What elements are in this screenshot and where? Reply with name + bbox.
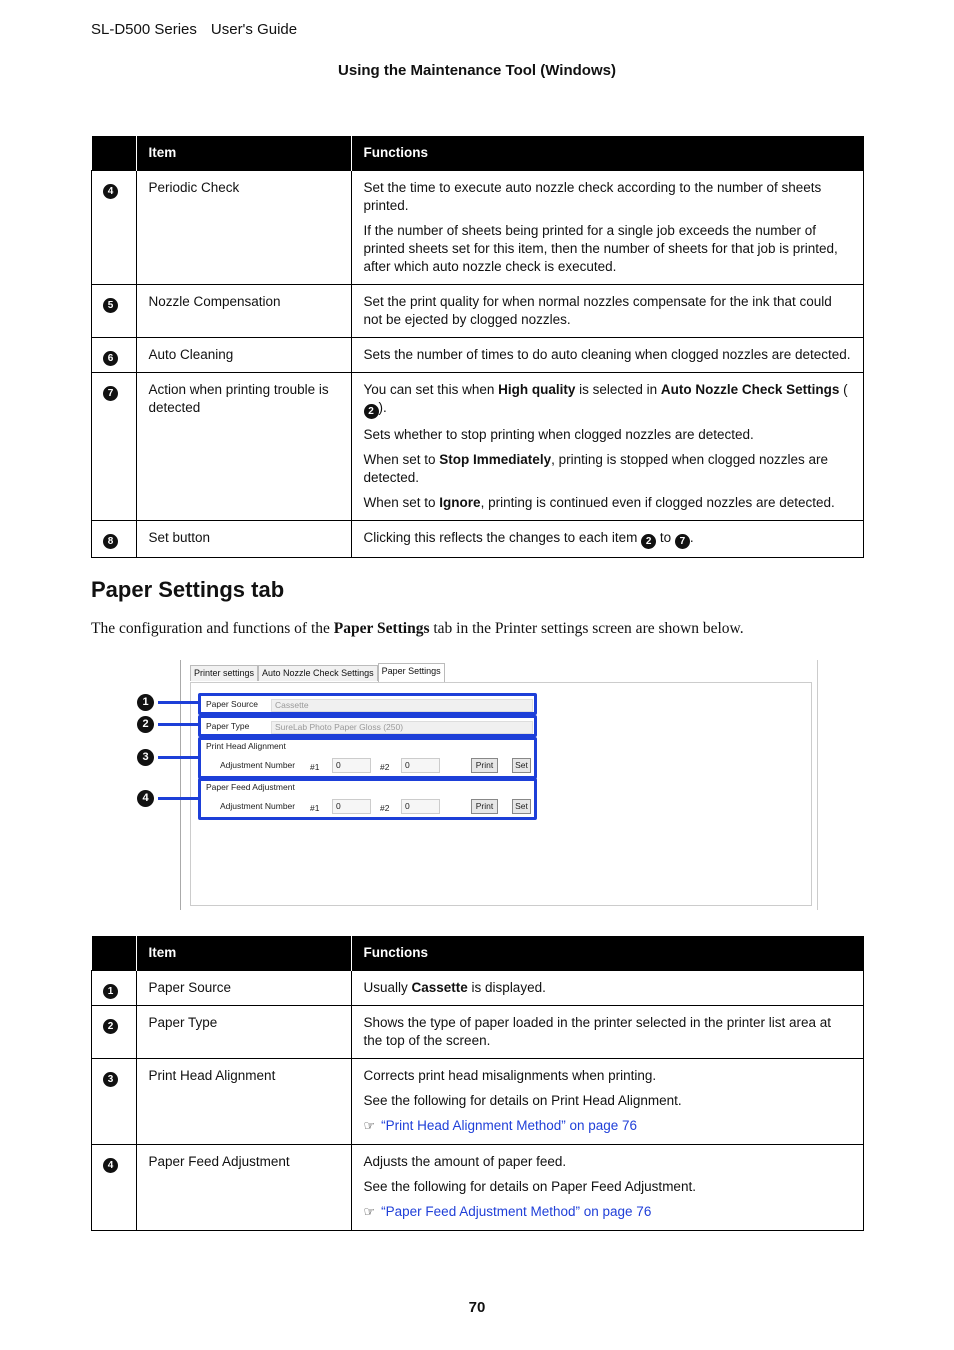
callout-line — [158, 701, 198, 704]
adjustment-number-label: Adjustment Number — [220, 760, 296, 770]
table-row — [92, 521, 864, 558]
paper-type-label: Paper Type — [206, 721, 250, 731]
functions-table-1 — [91, 136, 864, 558]
item-ref-badge: 7 — [675, 534, 690, 549]
item-cell: Auto Cleaning — [136, 338, 351, 373]
functions-table-2 — [91, 936, 864, 1231]
item-cell: Set button — [136, 521, 351, 558]
functions-cell — [351, 373, 864, 521]
table-row — [92, 1145, 864, 1231]
figure-edge — [817, 660, 818, 910]
item-number-badge: 5 — [103, 298, 118, 313]
table-header-row — [92, 936, 864, 971]
function-text: If the number of sheets being printed for a single job exceeds the number of printed sheets set for this item, then the number of sheets for that job is printed, after which auto nozzle check is executed. — [363, 223, 838, 274]
paper-source-row — [198, 693, 537, 715]
item-header: Item — [136, 136, 351, 171]
functions-header: Functions — [351, 136, 864, 171]
cross-reference — [364, 1203, 852, 1222]
paper-source-select[interactable]: Cassette — [271, 699, 533, 712]
callout-3: 3 — [137, 749, 154, 766]
function-text: See the following for details on Paper Feed Adjustment. — [363, 1179, 696, 1194]
item-number-badge: 6 — [103, 351, 118, 366]
pointing-hand-icon: ☞ — [363, 1119, 376, 1134]
callout-line — [158, 756, 198, 759]
function-text: Shows the type of paper loaded in the printer selected in the printer list area at the top of the screen. — [363, 1015, 832, 1048]
tab-printer-settings[interactable]: Printer settings — [190, 665, 258, 681]
running-header — [91, 21, 297, 38]
item-ref-badge: 2 — [364, 404, 379, 419]
item-cell: Nozzle Compensation — [136, 285, 351, 338]
function-text: Clicking this reflects the changes to each item 2 to 7 . — [363, 530, 694, 547]
paper-type-row — [198, 715, 537, 737]
function-text: Corrects print head misalignments when printing. — [363, 1068, 657, 1083]
paper-feed-adjustment-title: Paper Feed Adjustment — [206, 782, 295, 792]
set-button[interactable]: Set — [512, 799, 531, 814]
num-header — [92, 136, 137, 171]
table-row — [92, 1059, 864, 1145]
functions-cell — [351, 971, 864, 1006]
series-name: SL-D500 Series — [91, 21, 197, 38]
item-number-badge: 8 — [103, 534, 118, 549]
settings-tabs — [190, 665, 445, 682]
tab-auto-nozzle-check[interactable]: Auto Nozzle Check Settings — [258, 665, 378, 681]
paper-feed-adjustment-group — [198, 778, 537, 820]
number-1-label: #1 — [310, 762, 320, 772]
callout-4: 4 — [137, 790, 154, 807]
set-button[interactable]: Set — [512, 758, 531, 773]
print-button[interactable]: Print — [471, 758, 498, 773]
adjustment-1-stepper[interactable]: 0 — [332, 799, 371, 814]
functions-cell — [351, 338, 864, 373]
item-cell: Paper Source — [136, 971, 351, 1006]
table-row — [92, 1006, 864, 1059]
functions-cell — [351, 1145, 864, 1231]
paper-settings-screenshot — [142, 660, 820, 912]
tab-paper-settings[interactable]: Paper Settings — [378, 663, 445, 682]
paper-source-label: Paper Source — [206, 699, 258, 709]
print-head-alignment-title: Print Head Alignment — [206, 741, 286, 751]
function-text: Set the print quality for when normal nozzles compensate for the ink that could not be ejected by clogged nozzles. — [363, 294, 832, 327]
pointing-hand-icon: ☞ — [363, 1205, 376, 1220]
figure-edge — [180, 660, 181, 910]
adjustment-2-stepper[interactable]: 0 — [401, 758, 440, 773]
item-ref-badge: 2 — [641, 534, 656, 549]
function-text: When set to Stop Immediately, printing is stopped when clogged nozzles are detected. — [363, 452, 828, 485]
table-row — [92, 373, 864, 521]
item-cell: Action when printing trouble is detected — [136, 373, 351, 521]
function-text: Usually Cassette is displayed. — [363, 980, 546, 995]
table-header-row — [92, 136, 864, 171]
section-title: Using the Maintenance Tool (Windows) — [338, 62, 616, 79]
functions-cell — [351, 171, 864, 285]
adjustment-2-stepper[interactable]: 0 — [401, 799, 440, 814]
item-header: Item — [136, 936, 351, 971]
print-head-alignment-group — [198, 737, 537, 779]
intro-paragraph: The configuration and functions of the Paper Settings tab in the Printer settings screen are shown below. — [91, 620, 744, 637]
adjustment-1-stepper[interactable]: 0 — [332, 758, 371, 773]
num-header — [92, 936, 137, 971]
adjustment-number-label: Adjustment Number — [220, 801, 296, 811]
number-2-label: #2 — [380, 762, 390, 772]
item-cell: Periodic Check — [136, 171, 351, 285]
table-row — [92, 338, 864, 373]
item-number-badge: 4 — [103, 1158, 118, 1173]
function-text: See the following for details on Print Head Alignment. — [363, 1093, 682, 1108]
functions-cell — [351, 285, 864, 338]
paper-feed-adjustment-link[interactable]: “Paper Feed Adjustment Method” on page 76 — [381, 1204, 652, 1219]
cross-reference — [364, 1117, 852, 1136]
functions-cell — [351, 1006, 864, 1059]
page-number: 70 — [468, 1299, 486, 1316]
callout-1: 1 — [137, 694, 154, 711]
table-row — [92, 971, 864, 1006]
functions-header: Functions — [351, 936, 864, 971]
number-2-label: #2 — [380, 803, 390, 813]
function-text: Adjusts the amount of paper feed. — [363, 1154, 567, 1169]
function-text: Set the time to execute auto nozzle check according to the number of sheets printed. — [363, 180, 822, 213]
item-cell: Paper Feed Adjustment — [136, 1145, 351, 1231]
table-row — [92, 285, 864, 338]
function-text: When set to Ignore, printing is continued even if clogged nozzles are detected. — [363, 495, 835, 510]
print-button[interactable]: Print — [471, 799, 498, 814]
callout-2: 2 — [137, 716, 154, 733]
functions-cell — [351, 521, 864, 558]
item-number-badge: 1 — [103, 984, 118, 999]
function-text: You can set this when High quality is selected in Auto Nozzle Check Settings (2 ). — [363, 382, 848, 417]
table-row — [92, 171, 864, 285]
item-cell: Print Head Alignment — [136, 1059, 351, 1145]
guide-name: User's Guide — [210, 21, 298, 38]
item-number-badge: 2 — [103, 1019, 118, 1034]
item-number-badge: 4 — [103, 184, 118, 199]
paper-type-select[interactable]: SureLab Photo Paper Gloss (250) — [271, 721, 533, 734]
item-cell: Paper Type — [136, 1006, 351, 1059]
functions-cell — [351, 1059, 864, 1145]
number-1-label: #1 — [310, 803, 320, 813]
item-number-badge: 3 — [103, 1072, 118, 1087]
print-head-alignment-link[interactable]: “Print Head Alignment Method” on page 76 — [381, 1118, 638, 1133]
function-text: Sets the number of times to do auto cleaning when clogged nozzles are detected. — [363, 347, 851, 362]
paper-settings-heading: Paper Settings tab — [91, 577, 285, 602]
callout-line — [158, 723, 198, 726]
callout-line — [158, 797, 198, 800]
item-number-badge: 7 — [103, 386, 118, 401]
function-text: Sets whether to stop printing when clogged nozzles are detected. — [363, 427, 754, 442]
